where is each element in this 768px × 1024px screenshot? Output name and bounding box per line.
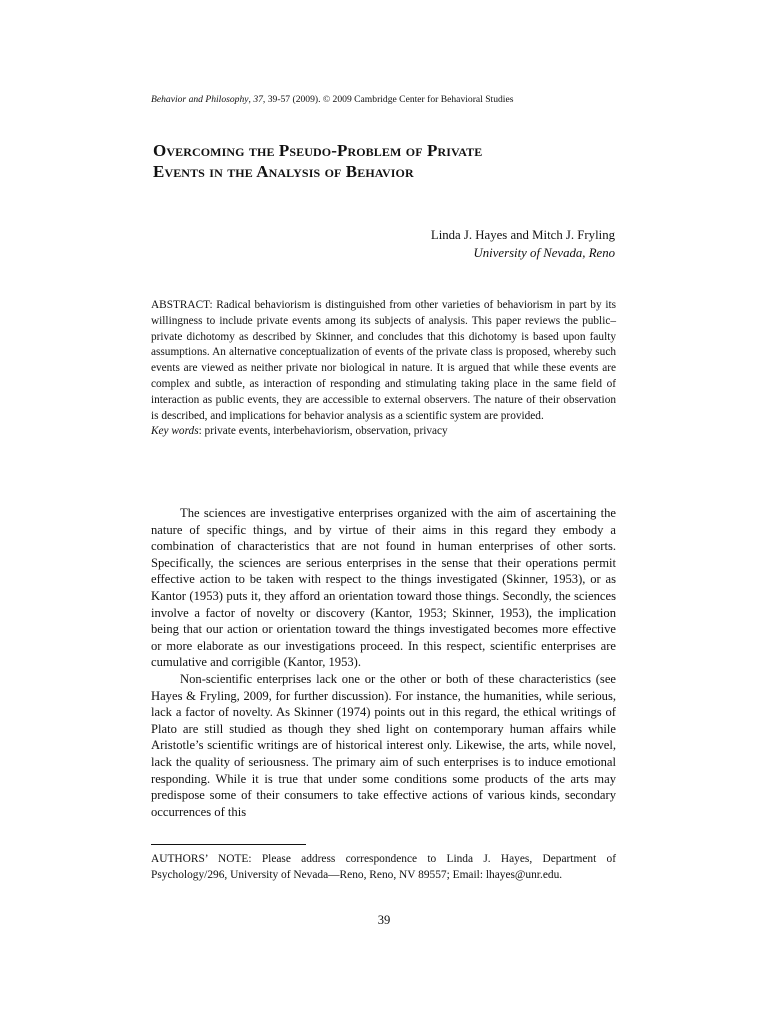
page-number: 39 [377, 913, 391, 927]
body-paragraph-1: The sciences are investigative enterprises organized with the aim of ascertaining the nature of specific things, and by virtue of their aims in this regard they embody a combination of characteristics that are not found in human enterprises of other sorts. Specifically, the sciences are serious enterprises in the sense that their operations permit effective action to be taken with respect to the things investigated (Skinner, 1953), or as Kantor (1953) puts it, they afford an orientation toward those things. Secondly, the sciences involve a factor of novelty or discovery (Kantor, 1953; Skinner, 1953), the implication being that our action or orientation toward the things investigated becomes more effective or more elaborate as our investigations proceed. In this respect, scientific enterprises are cumulative and corrigible (Kantor, 1953). [151, 506, 616, 670]
body-paragraph-2: Non-scientific enterprises lack one or the other or both of these characteristics (see Hayes & Fryling, 2009, for further discussion). For instance, the humanities, while serious, lack a factor of novelty. As Skinner (1974) points out in this regard, the ethical writings of Plato are still studied as though they shed light on contemporary human affairs while Aristotle’s scientific writings are of historical interest only. Likewise, the arts, while novel, lack the quality of seriousness. The primary aim of such enterprises is to induce emotional responding. While it is true that under some conditions some products of the arts may predispose some of their consumers to take effective actions of various kinds, secondary occurrences of this [151, 671, 616, 819]
running-header: Behavior and Philosophy, 37, 39-57 (2009). © 2009 Cambridge Center for Behavioral Studies [151, 94, 514, 105]
authors-note-footnote: AUTHORS’ NOTE: Please address correspondence to Linda J. Hayes, Department of Psychology/296, University of Nevada—Reno, Reno, NV 89557; Email: lhayes@unr.edu. [151, 853, 616, 881]
main-body [151, 505, 616, 820]
journal-name: Behavior and Philosophy [151, 94, 249, 105]
journal-citation: , 39-57 (2009). © 2009 Cambridge Center for Behavioral Studies [262, 94, 514, 105]
article-title [153, 140, 623, 182]
keywords-list: : private events, interbehaviorism, observation, privacy [198, 425, 448, 438]
author-names: Linda J. Hayes and Mitch J. Fryling [430, 228, 615, 242]
abstract-text: ABSTRACT: Radical behaviorism is distinguished from other varieties of behaviorism in part by its willingness to include private events among its subjects of analysis. This paper reviews the public–private dichotomy as described by Skinner, and concludes that this dichotomy is based upon faulty assumptions. An alternative conceptualization of events of the private class is proposed, whereby such events are viewed as neither private nor biological in nature. It is argued that while these events are complex and subtle, as interaction of responding and stimulating taking place in the same field of interaction as public events, they are accessible to external observers. The nature of their observation is described, and implications for behavior analysis as a scientific system are provided. [151, 299, 616, 422]
keywords-label: Key words [151, 425, 199, 438]
keywords-line [151, 424, 616, 440]
article-title-line-1: Overcoming the Pseudo-Problem of Private [153, 141, 483, 160]
author-block [431, 226, 615, 262]
footnote-divider [151, 844, 306, 845]
journal-volume: 37 [253, 94, 263, 105]
abstract [151, 298, 616, 440]
author-affiliation: University of Nevada, Reno [473, 246, 615, 260]
article-title-line-2: Events in the Analysis of Behavior [153, 162, 414, 181]
